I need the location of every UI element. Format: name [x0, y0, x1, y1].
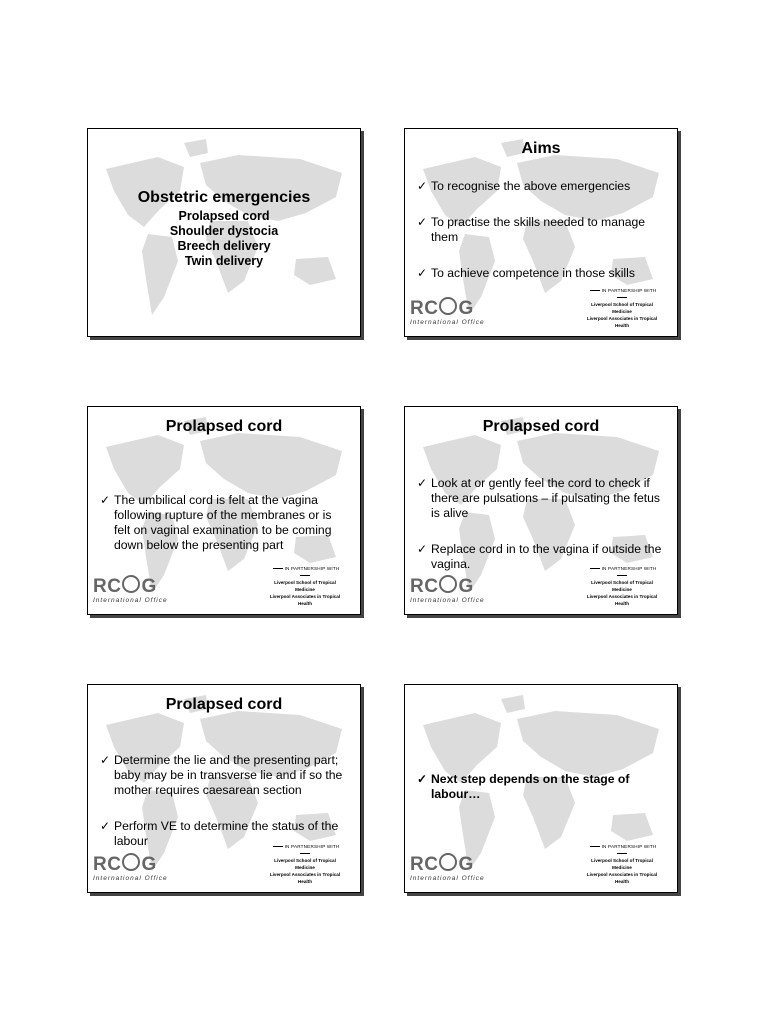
rcog-logo: RC G International Office [410, 576, 485, 604]
bullet-item [417, 215, 663, 245]
partner-line: Liverpool Associates in Tropical Health [269, 872, 341, 884]
partner-line: Liverpool Associates in Tropical Health [586, 594, 658, 606]
topic-item: Prolapsed cord [178, 209, 270, 223]
partner-block [264, 565, 346, 607]
rcog-logo: RC G International Office [93, 576, 168, 604]
rcog-logo: RC G International Office [410, 298, 485, 326]
bullet-text: To recognise the above emergencies [431, 179, 631, 193]
bullet-list [417, 179, 663, 302]
partner-line: Liverpool Associates in Tropical Health [586, 872, 658, 884]
bullet-text: To achieve competence in those skills [431, 266, 635, 280]
check-icon: ✓ [417, 542, 428, 556]
topic-list [88, 209, 360, 269]
logo-subtitle: International Office [93, 875, 168, 882]
partner-line: Liverpool School of Tropical Medicine [591, 858, 653, 870]
rcog-crest-icon [122, 853, 140, 871]
rcog-crest-icon [439, 297, 457, 315]
bullet-text: Perform VE to determine the status of the labour [114, 819, 339, 848]
partner-line: Liverpool School of Tropical Medicine [591, 580, 653, 592]
partner-heading: IN PARTNERSHIP WITH [581, 843, 663, 857]
partner-heading: IN PARTNERSHIP WITH [581, 565, 663, 579]
check-icon: ✓ [417, 179, 428, 193]
check-icon: ✓ [100, 753, 111, 767]
partner-line: Liverpool School of Tropical Medicine [591, 302, 653, 314]
partner-block [264, 843, 346, 885]
logo-subtitle: International Office [93, 597, 168, 604]
slide-title: Prolapsed cord [165, 696, 283, 713]
bullet-list [100, 493, 346, 574]
partner-line: Liverpool Associates in Tropical Health [269, 594, 341, 606]
bullet-list [417, 772, 663, 823]
partner-heading: IN PARTNERSHIP WITH [264, 565, 346, 579]
slide-title: Aims [521, 140, 561, 157]
slide-1 [87, 128, 361, 337]
partner-line: Liverpool School of Tropical Medicine [274, 580, 336, 592]
logo-subtitle: International Office [410, 319, 485, 326]
slide-2 [404, 128, 678, 337]
bullet-text: The umbilical cord is felt at the vagina following rupture of the membranes or is felt on vaginal examination to be coming down below the presenting part [114, 493, 332, 552]
rcog-crest-icon [122, 575, 140, 593]
partner-heading: IN PARTNERSHIP WITH [581, 287, 663, 301]
bullet-item [417, 772, 663, 802]
rcog-crest-icon [439, 853, 457, 871]
bullet-item [100, 753, 346, 798]
bullet-text: Look at or gently feel the cord to check if there are pulsations – if pulsating the fetus is alive [431, 476, 660, 520]
partner-block [581, 565, 663, 607]
bullet-item [417, 266, 663, 281]
partner-heading: IN PARTNERSHIP WITH [264, 843, 346, 857]
bullet-item [100, 493, 346, 553]
slide-5 [87, 684, 361, 893]
bullet-text: To practise the skills needed to manage them [431, 215, 646, 244]
check-icon: ✓ [417, 266, 428, 280]
check-icon: ✓ [417, 772, 428, 786]
partner-block [581, 287, 663, 329]
topic-item: Breech delivery [177, 239, 271, 253]
bullet-item [417, 476, 663, 521]
check-icon: ✓ [100, 819, 111, 833]
presentation-title: Obstetric emergencies [137, 189, 311, 206]
slide-6 [404, 684, 678, 893]
partner-line: Liverpool School of Tropical Medicine [274, 858, 336, 870]
rcog-crest-icon [439, 575, 457, 593]
slide-3 [87, 406, 361, 615]
slide-4 [404, 406, 678, 615]
check-icon: ✓ [417, 215, 428, 229]
check-icon: ✓ [100, 493, 111, 507]
topic-item: Shoulder dystocia [169, 224, 279, 238]
bullet-text: Next step depends on the stage of labour… [431, 772, 630, 801]
slide-title: Prolapsed cord [165, 418, 283, 435]
logo-subtitle: International Office [410, 597, 485, 604]
bullet-text: Replace cord in to the vagina if outside the vagina. [431, 542, 662, 571]
logo-subtitle: International Office [410, 875, 485, 882]
rcog-logo: RC G International Office [93, 854, 168, 882]
check-icon: ✓ [417, 476, 428, 490]
bullet-text: Determine the lie and the presenting part; baby may be in transverse lie and if so the mother requires caesarean section [114, 753, 343, 797]
rcog-logo: RC G International Office [410, 854, 485, 882]
topic-item: Twin delivery [184, 254, 264, 268]
partner-block [581, 843, 663, 885]
slide-title: Prolapsed cord [482, 418, 600, 435]
partner-line: Liverpool Associates in Tropical Health [586, 316, 658, 328]
bullet-item [417, 179, 663, 194]
